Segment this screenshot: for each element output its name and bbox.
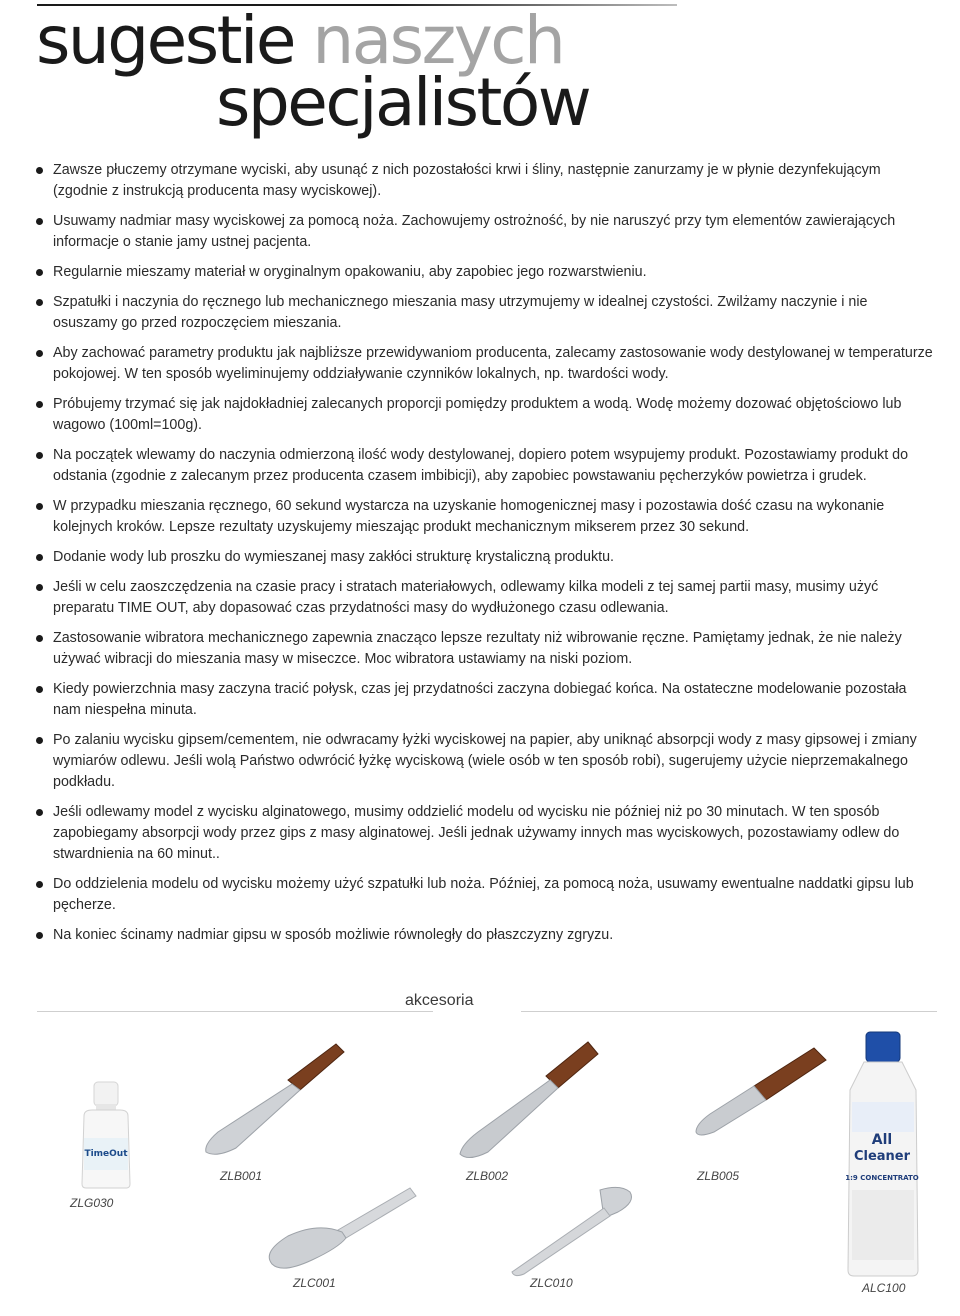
product-zlb002 bbox=[452, 1038, 602, 1163]
product-zlg030 bbox=[72, 1080, 142, 1190]
bottle-label-3: 1:9 CONCENTRATO bbox=[845, 1174, 919, 1182]
timeout-label: TimeOut bbox=[84, 1149, 128, 1159]
title-word-1: sugestie bbox=[36, 2, 294, 79]
title-word-2: naszych bbox=[312, 2, 564, 79]
tip-item: Jeśli w celu zaoszczędzenia na czasie pracy i stratach materiałowych, odlewamy kilka modeli z tej samej partii masy, musimy użyć preparatu TIME OUT, aby dopasować czas przydatności masy do wydłużonego czasu odlewania. bbox=[34, 577, 934, 619]
tip-item: Aby zachować parametry produktu jak najbliższe przewidywaniom producenta, zalecamy zastosowanie wody destylowanej w temperaturze pokojowej. W ten sposób wyeliminujemy oddziaływanie czynników lokalnych, np. twardości wody. bbox=[34, 343, 934, 385]
divider-line-right bbox=[521, 1011, 937, 1012]
product-code: ZLC010 bbox=[530, 1276, 573, 1290]
product-code: ZLB001 bbox=[220, 1169, 263, 1183]
accessories-divider bbox=[37, 1008, 937, 1026]
tip-item: Zawsze płuczemy otrzymane wyciski, aby usunąć z nich pozostałości krwi i śliny, następnie zanurzamy je w płynie dezynfekującym (zgodnie z instrukcją producenta masy wyciskowej). bbox=[34, 160, 934, 202]
product-zlb005 bbox=[690, 1044, 830, 1154]
tip-item: Zastosowanie wibratora mechanicznego zapewnia znacząco lepsze rezultaty niż wibrowanie ręczne. Pamiętamy jednak, że nie należy używać wibracji do mieszania masy w miseczce. Moc wibratora ustawiamy na niski poziom. bbox=[34, 628, 934, 670]
tip-item: Do oddzielenia modelu od wycisku możemy użyć szpatułki lub noża. Później, za pomocą noża, usuwamy ewentualne naddatki gipsu lub pęcherze. bbox=[34, 874, 934, 916]
product-code: ZLG030 bbox=[70, 1196, 114, 1210]
product-zlc010 bbox=[500, 1184, 650, 1280]
product-alc100 bbox=[838, 1030, 928, 1278]
spatula-icon bbox=[500, 1184, 650, 1280]
tip-item: Jeśli odlewamy model z wycisku alginatowego, musimy oddzielić modelu od wycisku nie później niż po 30 minutach. W ten sposób zapobiegamy absorpcji wody przez gips z masy alginatowej. Jeśli jednak używamy innych mas wyciskowych, pozostawiamy odlew do stwardnienia na 60 minut.. bbox=[34, 802, 934, 865]
tip-item: Dodanie wody lub proszku do wymieszanej masy zakłóci strukturę krystaliczną produktu. bbox=[34, 547, 934, 568]
tip-item: Szpatułki i naczynia do ręcznego lub mechanicznego mieszania masy utrzymujemy w idealnej czystości. Zwilżamy naczynie i nie osuszamy go przed rozpoczęciem mieszania. bbox=[34, 292, 934, 334]
product-code: ZLC001 bbox=[293, 1276, 336, 1290]
tip-item: Usuwamy nadmiar masy wyciskowej za pomocą noża. Zachowujemy ostrożność, by nie naruszyć przy tym elementów zawierających informacje o stanie jamy ustnej pacjenta. bbox=[34, 211, 934, 253]
timeout-bottle-icon bbox=[72, 1080, 142, 1190]
knife-icon bbox=[196, 1040, 346, 1160]
accessories-heading: akcesoria bbox=[405, 992, 474, 1009]
page-title bbox=[36, 2, 590, 141]
tip-item: Próbujemy trzymać się jak najdokładniej zalecanych proporcji pomiędzy produktem a wodą. Wodę możemy dozować objętościowo lub wagowo (100ml=100g). bbox=[34, 394, 934, 436]
title-line-2: specjalistów bbox=[216, 64, 590, 141]
tip-item: W przypadku mieszania ręcznego, 60 sekund wystarcza na uzyskanie homogenicznej masy i pozostawia dość czasu na wykonanie kolejnych kroków. Lepsze rezultaty uzyskujemy mieszając produkt mechanicznym mikserem przez 30 sekund. bbox=[34, 496, 934, 538]
product-zlc001 bbox=[258, 1182, 418, 1272]
tip-item: Na początek wlewamy do naczynia odmierzoną ilość wody destylowanej, dopiero potem wsypujemy produkt. Pozostawiamy produkt do odstania (zgodnie z zalecanym przez producenta czasem imbibicji), aby zapobiec powstawaniu pęcherzyków powietrza i grudek. bbox=[34, 445, 934, 487]
divider-line-left bbox=[37, 1011, 433, 1012]
bottle-label-1: All bbox=[871, 1132, 893, 1148]
bottle-label-2: Cleaner bbox=[853, 1149, 911, 1164]
all-cleaner-bottle-icon bbox=[838, 1030, 928, 1278]
tip-item: Regularnie mieszamy materiał w oryginalnym opakowaniu, aby zapobiec jego rozwarstwieniu. bbox=[34, 262, 934, 283]
spatula-icon bbox=[258, 1182, 418, 1272]
tips-list bbox=[34, 160, 934, 955]
product-zlb001 bbox=[196, 1040, 346, 1160]
tip-item: Kiedy powierzchnia masy zaczyna tracić połysk, czas jej przydatności zaczyna dobiegać końca. Na ostateczne modelowanie pozostała nam niespełna minuta. bbox=[34, 679, 934, 721]
tip-item: Po zalaniu wycisku gipsem/cementem, nie odwracamy łyżki wyciskowej na papier, aby uniknąć absorpcji wody z masy gipsowej i zmiany wymiarów odlewu. Jeśli wolą Państwo odwrócić łyżkę wyciskową (wiele osób w ten sposób robi), sugerujemy użycie nieprzemakalnego podkładu. bbox=[34, 730, 934, 793]
knife-icon bbox=[690, 1044, 830, 1154]
knife-icon bbox=[452, 1038, 602, 1163]
product-code: ALC100 bbox=[862, 1281, 906, 1295]
product-code: ZLB005 bbox=[697, 1169, 740, 1183]
product-code: ZLB002 bbox=[466, 1169, 509, 1183]
tip-item: Na koniec ścinamy nadmiar gipsu w sposób możliwie równoległy do płaszczyzny zgryzu. bbox=[34, 925, 934, 946]
